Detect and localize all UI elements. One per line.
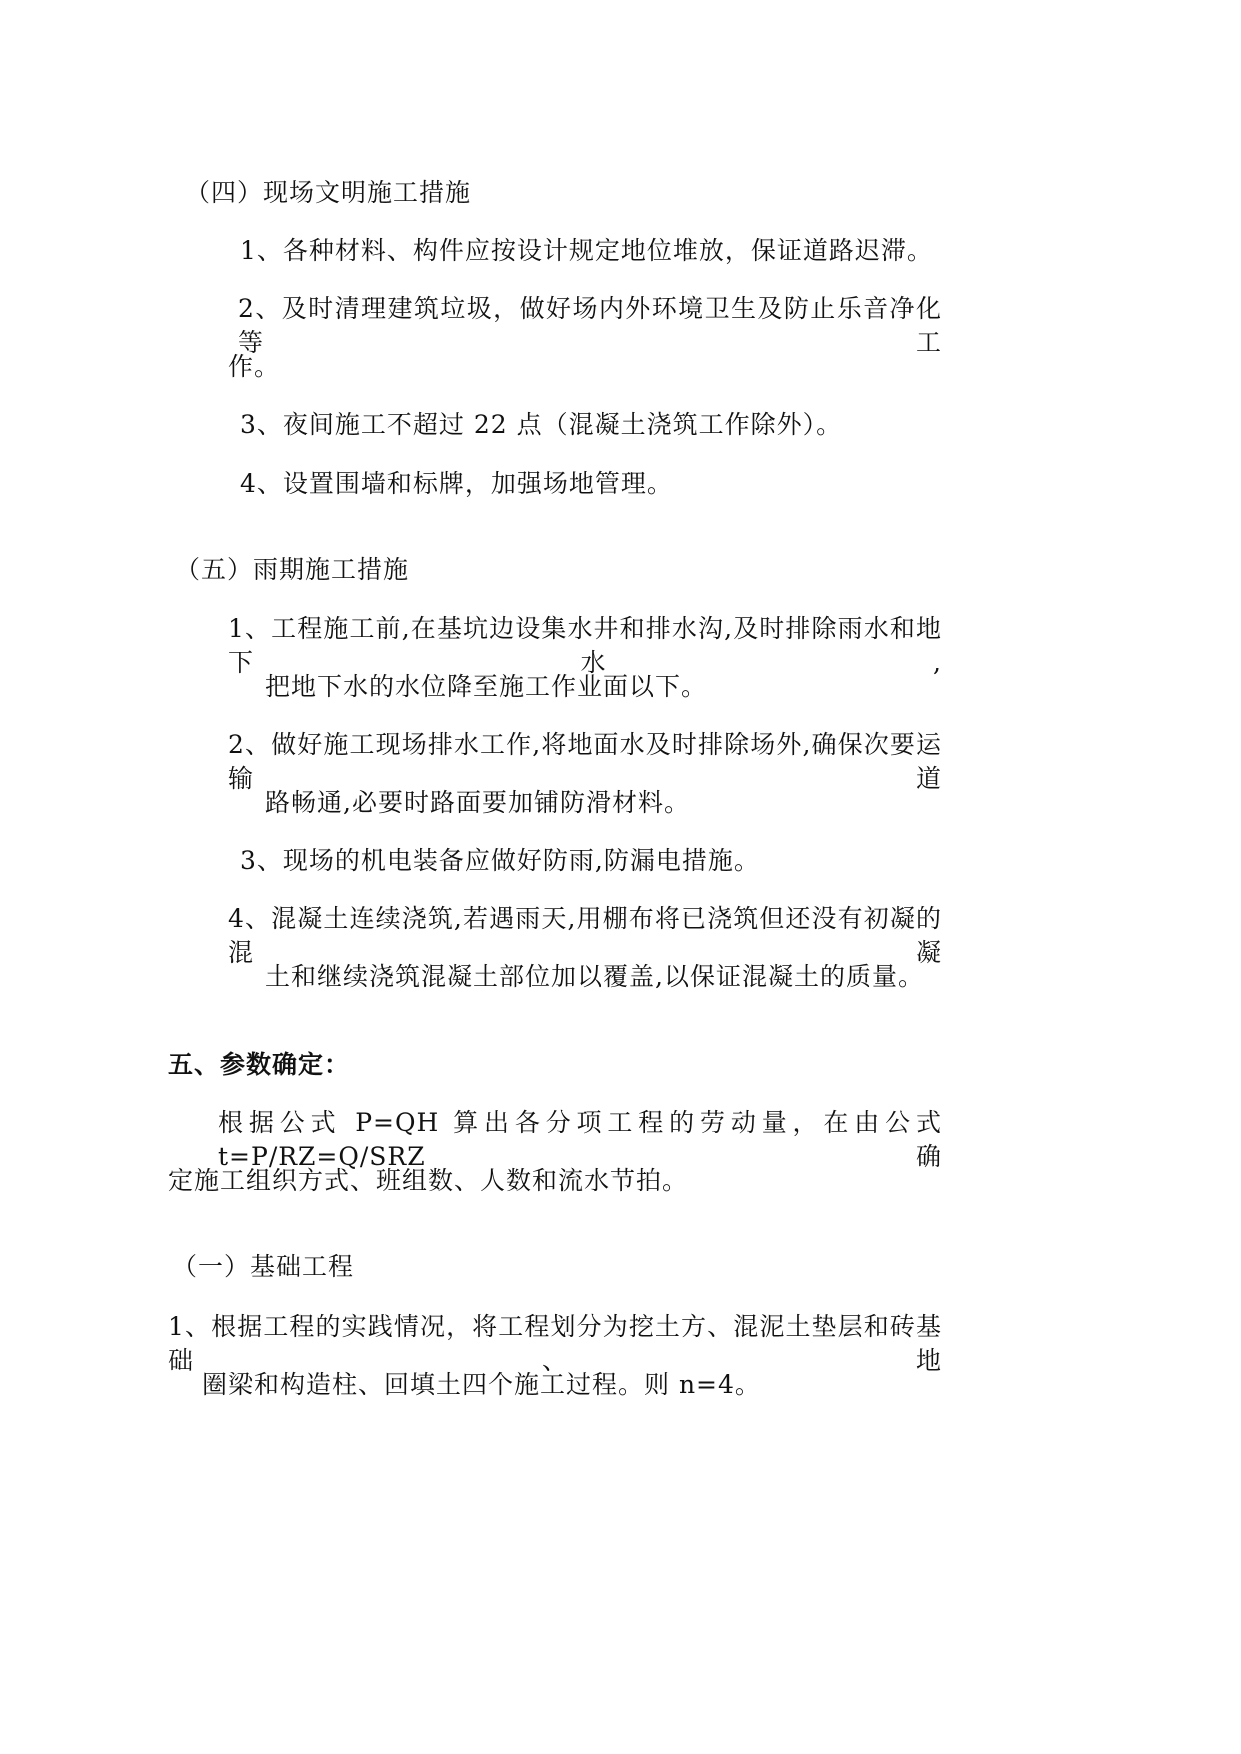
foundation-item-1-cont: 圈梁和构造柱、回填土四个施工过程。则 n=4。 (202, 1370, 761, 1399)
section-5-item-1-cont: 把地下水的水位降至施工作业面以下。 (265, 672, 708, 701)
section-5-item-3: 3、现场的机电装备应做好防雨,防漏电措施。 (240, 846, 760, 875)
section-5-item-1: 1、工程施工前,在基坑边设集水井和排水沟,及时排除雨水和地下水, (228, 614, 942, 677)
section-4-item-2: 2、及时清理建筑垃圾，做好场内外环境卫生及防止乐音净化等工 (238, 294, 942, 357)
section-5-item-2-cont: 路畅通,必要时路面要加铺防滑材料。 (265, 788, 690, 817)
section-5-item-4: 4、混凝土连续浇筑,若遇雨天,用棚布将已浇筑但还没有初凝的混凝 (228, 904, 942, 967)
params-paragraph-line-1: 根据公式 P=QH 算出各分项工程的劳动量，在由公式 t=P/RZ=Q/SRZ 确 (218, 1108, 942, 1171)
section-4-item-1: 1、各种材料、构件应按设计规定地位堆放，保证道路迟滞。 (240, 236, 933, 265)
section-4-item-4: 4、设置围墙和标牌，加强场地管理。 (240, 469, 673, 498)
section-5-title: （五）雨期施工措施 (175, 555, 410, 584)
section-4-item-2-cont: 作。 (228, 352, 281, 381)
params-paragraph-line-2: 定施工组织方式、班组数、人数和流水节拍。 (168, 1166, 689, 1195)
section-5-item-4-cont: 土和继续浇筑混凝土部位加以覆盖,以保证混凝土的质量。 (265, 962, 924, 991)
params-heading: 五、参数确定： (168, 1050, 351, 1079)
section-5-item-2: 2、做好施工现场排水工作,将地面水及时排除场外,确保次要运输道 (228, 730, 942, 793)
section-4-title: （四）现场文明施工措施 (185, 178, 472, 207)
foundation-item-1: 1、根据工程的实践情况，将工程划分为挖土方、混泥土垫层和砖基础、地 (168, 1312, 942, 1375)
section-4-item-3: 3、夜间施工不超过 22 点（混凝土浇筑工作除外）。 (240, 410, 843, 439)
foundation-title: （一）基础工程 (172, 1252, 355, 1281)
